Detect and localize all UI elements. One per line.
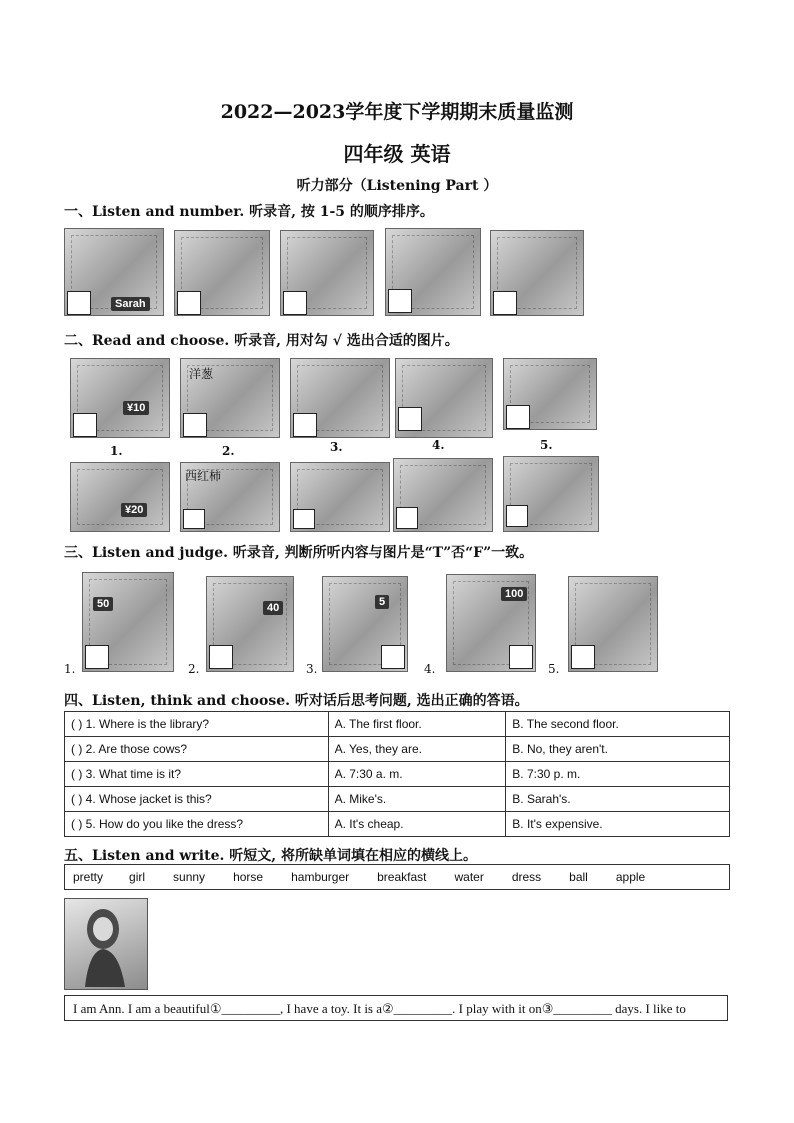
ann-picture	[64, 898, 148, 990]
s1-picture-4	[385, 228, 481, 316]
s2-picture-2b	[180, 462, 280, 532]
price-tag: ¥20	[121, 503, 147, 517]
answer-box[interactable]	[571, 645, 595, 669]
answer-box[interactable]	[509, 645, 533, 669]
s2-number-5: 5.	[540, 438, 553, 452]
question-cell[interactable]: ( ) 5. How do you like the dress?	[65, 812, 329, 837]
s3-number-3: 3.	[306, 662, 318, 676]
s3-picture-1	[82, 572, 174, 672]
option-a-cell[interactable]: A. Yes, they are.	[328, 737, 506, 762]
answer-box[interactable]	[67, 291, 91, 315]
s2-number-3: 3.	[330, 440, 343, 454]
answer-box[interactable]	[493, 291, 517, 315]
option-b-cell[interactable]: B. The second floor.	[506, 712, 730, 737]
s3-number-1: 1.	[64, 662, 76, 676]
answer-box[interactable]	[398, 407, 422, 431]
grade-subject: 四年级 英语	[343, 142, 451, 166]
s1-picture-2	[174, 230, 270, 316]
question-cell[interactable]: ( ) 2. Are those cows?	[65, 737, 329, 762]
word-bank-item: water	[454, 870, 484, 884]
answer-box[interactable]	[506, 405, 530, 429]
s2-picture-2a	[180, 358, 280, 438]
option-b-cell[interactable]: B. It's expensive.	[506, 812, 730, 837]
answer-box[interactable]	[293, 413, 317, 437]
option-a-cell[interactable]: A. 7:30 a. m.	[328, 762, 506, 787]
s2-picture-5b	[503, 456, 599, 532]
s2-number-4: 4.	[432, 438, 445, 452]
table-row	[65, 712, 730, 737]
table-row	[65, 762, 730, 787]
s2-number-1: 1.	[110, 444, 123, 458]
answer-box[interactable]	[183, 413, 207, 437]
price-tag: ¥10	[123, 401, 149, 415]
exam-title: 2022—2023学年度下学期期末质量监测	[220, 101, 574, 123]
question-cell[interactable]: ( ) 3. What time is it?	[65, 762, 329, 787]
answer-box[interactable]	[73, 413, 97, 437]
s2-number-2: 2.	[222, 444, 235, 458]
question-cell[interactable]: ( ) 4. Whose jacket is this?	[65, 787, 329, 812]
tomato-label: 西红柿	[185, 469, 222, 483]
table-row	[65, 787, 730, 812]
question-cell[interactable]: ( ) 1. Where is the library?	[65, 712, 329, 737]
sarah-tag: Sarah	[111, 297, 150, 311]
s3-picture-3	[322, 576, 408, 672]
s2-picture-4b	[393, 458, 493, 532]
s1-picture-5	[490, 230, 584, 316]
answer-box[interactable]	[506, 505, 528, 527]
word-bank-item: breakfast	[377, 870, 427, 884]
section-2-heading: 二、Read and choose. 听录音, 用对勾 √ 选出合适的图片。	[64, 333, 459, 349]
s2-picture-1a	[70, 358, 170, 438]
section-4-heading: 四、Listen, think and choose. 听对话后思考问题, 选出正确的答语。	[64, 693, 529, 709]
section-5-heading: 五、Listen and write. 听短文, 将所缺单词填在相应的横线上。	[64, 848, 477, 864]
option-a-cell[interactable]: A. Mike's.	[328, 787, 506, 812]
s3-picture-5	[568, 576, 658, 672]
answer-box[interactable]	[396, 507, 418, 529]
s3-number-4: 4.	[424, 662, 436, 676]
word-bank-item: horse	[233, 870, 264, 884]
word-bank-item: ball	[569, 870, 588, 884]
answer-box[interactable]	[388, 289, 412, 313]
part-title: 听力部分（Listening Part ）	[296, 178, 498, 194]
s3-picture-2	[206, 576, 294, 672]
word-bank-item: girl	[129, 870, 146, 884]
s2-picture-1b	[70, 462, 170, 532]
price-tag: 50	[93, 597, 113, 611]
section-1-heading: 一、Listen and number. 听录音, 按 1-5 的顺序排序。	[64, 204, 434, 220]
girl-illustration	[65, 899, 147, 989]
s3-number-5: 5.	[548, 662, 560, 676]
s1-picture-3	[280, 230, 374, 316]
answer-box[interactable]	[293, 509, 315, 529]
option-b-cell[interactable]: B. 7:30 p. m.	[506, 762, 730, 787]
s2-picture-3a	[290, 358, 390, 438]
answer-box[interactable]	[283, 291, 307, 315]
answer-box[interactable]	[85, 645, 109, 669]
option-a-cell[interactable]: A. It's cheap.	[328, 812, 506, 837]
word-bank	[64, 864, 730, 890]
price-tag: 100	[501, 587, 527, 601]
price-tag: 40	[263, 601, 283, 615]
price-tag: 5	[375, 595, 389, 609]
s3-picture-4	[446, 574, 536, 672]
s3-number-2: 2.	[188, 662, 200, 676]
option-b-cell[interactable]: B. Sarah's.	[506, 787, 730, 812]
s2-picture-4a	[395, 358, 493, 438]
answer-box[interactable]	[177, 291, 201, 315]
answer-box[interactable]	[381, 645, 405, 669]
word-bank-item: hamburger	[291, 870, 350, 884]
table-row	[65, 737, 730, 762]
section-3-heading: 三、Listen and judge. 听录音, 判断所听内容与图片是“T”否“F”一致。	[64, 545, 534, 561]
answer-box[interactable]	[183, 509, 205, 529]
word-bank-item: apple	[615, 870, 646, 884]
onion-label: 洋葱	[189, 367, 214, 381]
option-b-cell[interactable]: B. No, they aren't.	[506, 737, 730, 762]
s2-picture-3b	[290, 462, 390, 532]
word-bank-item: sunny	[173, 870, 206, 884]
s1-picture-1	[64, 228, 164, 316]
table-row	[65, 812, 730, 837]
answer-box[interactable]	[209, 645, 233, 669]
s2-picture-5a	[503, 358, 597, 430]
passage-line[interactable]: I am Ann. I am a beautiful①_________, I have a toy. It is a②_________. I play with it on③_________ days. I like to	[64, 995, 728, 1021]
word-bank-item: dress	[511, 870, 542, 884]
word-bank-item: pretty	[73, 870, 104, 884]
dialogue-table	[64, 711, 730, 837]
option-a-cell[interactable]: A. The first floor.	[328, 712, 506, 737]
